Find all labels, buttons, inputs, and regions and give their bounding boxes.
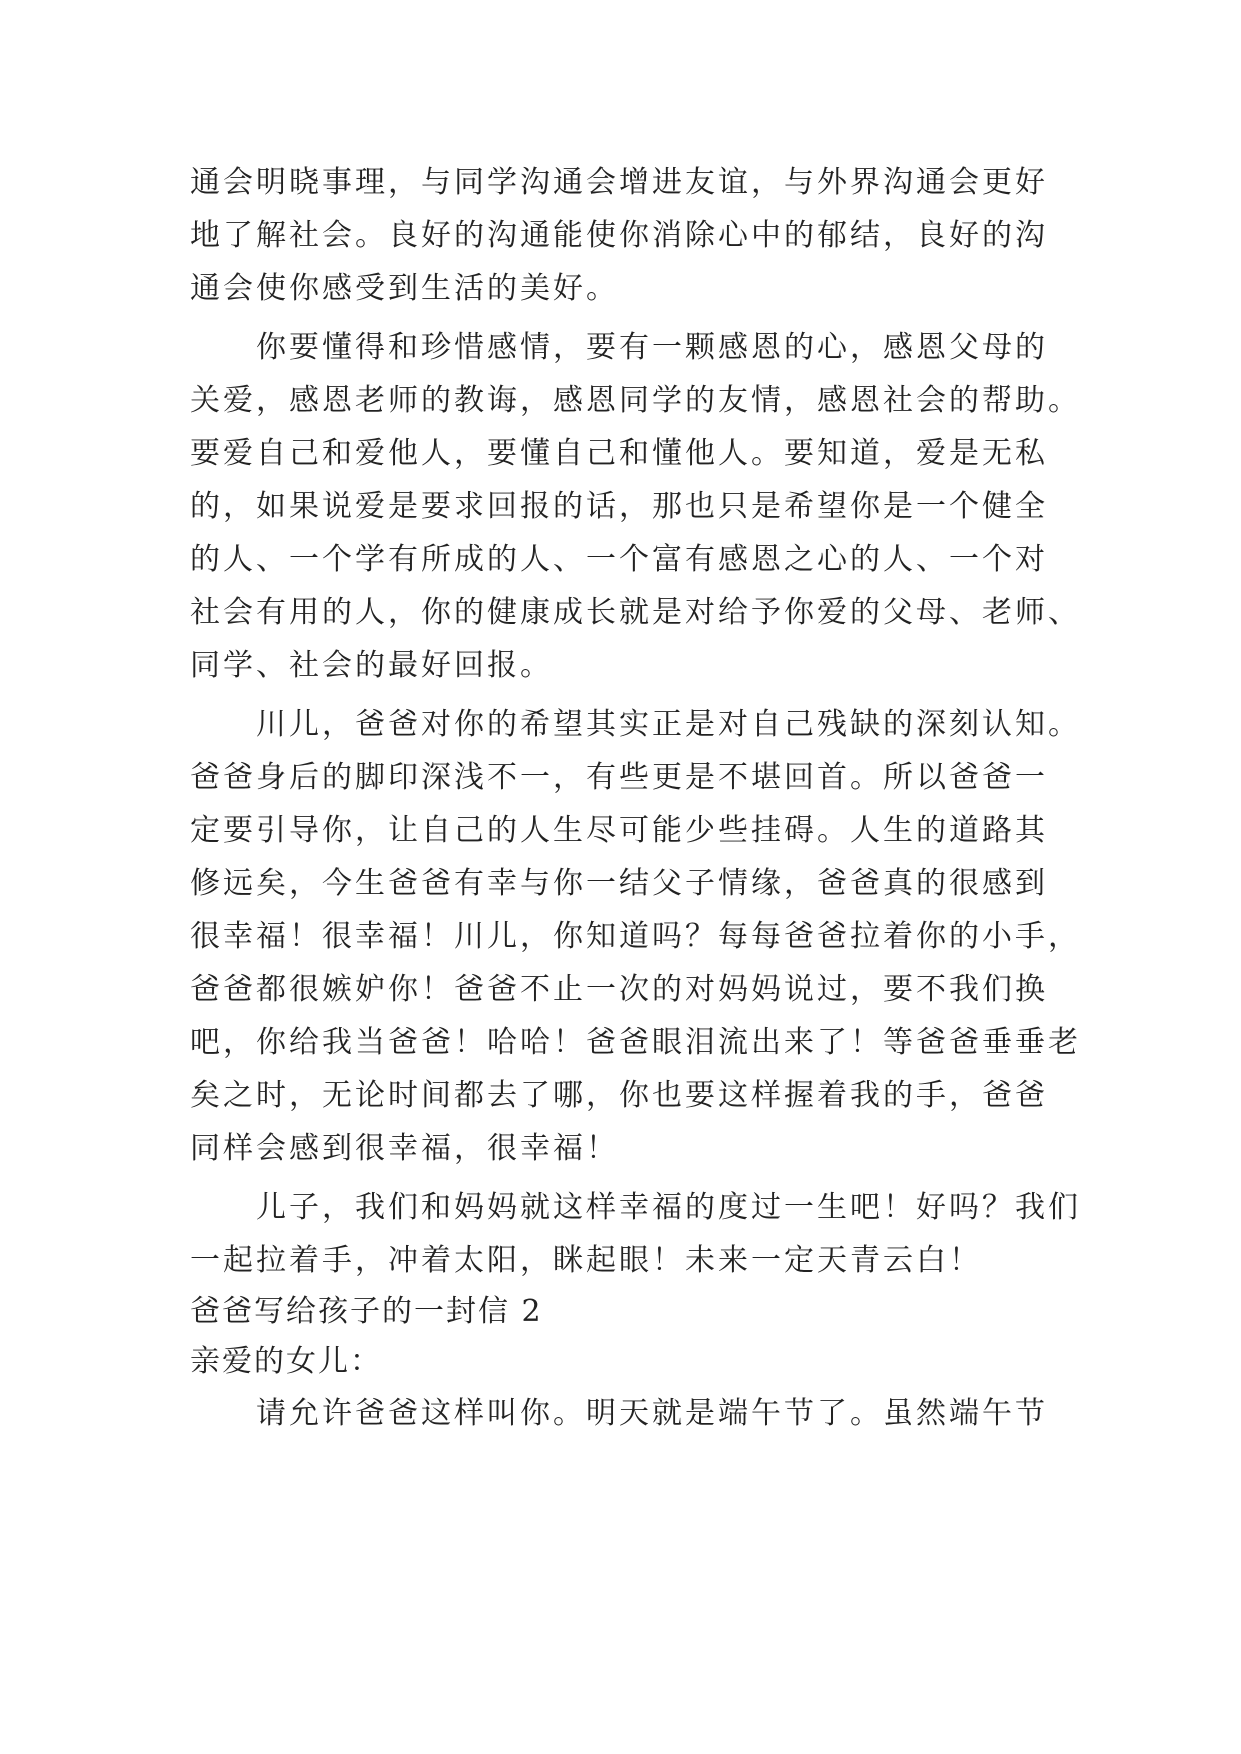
- text-line: 的，如果说爱是要求回报的话，那也只是希望你是一个健全: [190, 489, 1048, 524]
- salutation: 亲爱的女儿：: [190, 1344, 382, 1379]
- text-line: 的人、一个学有所成的人、一个富有感恩之心的人、一个对: [190, 542, 1048, 577]
- section-title: 爸爸写给孩子的一封信 2: [190, 1294, 543, 1329]
- text-line: 儿子，我们和妈妈就这样幸福的度过一生吧！好吗？我们: [190, 1190, 1081, 1225]
- text-line: 爸爸身后的脚印深浅不一，有些更是不堪回首。所以爸爸一: [190, 760, 1048, 795]
- text-line: 通会使你感受到生活的美好。: [190, 271, 619, 306]
- text-line: 川儿，爸爸对你的希望其实正是对自己残缺的深刻认知。: [190, 707, 1081, 742]
- text-line: 修远矣，今生爸爸有幸与你一结父子情缘，爸爸真的很感到: [190, 866, 1048, 901]
- text-line: 一起拉着手，冲着太阳，眯起眼！未来一定天青云白！: [190, 1243, 982, 1278]
- text-line: 社会有用的人，你的健康成长就是对给予你爱的父母、老师、: [190, 595, 1081, 630]
- text-line: 矣之时，无论时间都去了哪，你也要这样握着我的手，爸爸: [190, 1078, 1048, 1113]
- paragraph-communication: [190, 156, 1070, 315]
- text-line: 要爱自己和爱他人，要懂自己和懂他人。要知道，爱是无私: [190, 436, 1048, 471]
- text-line: 请允许爸爸这样叫你。明天就是端午节了。虽然端午节: [190, 1396, 1048, 1431]
- text-line: 爸爸都很嫉妒你！爸爸不止一次的对妈妈说过，要不我们换: [190, 972, 1048, 1007]
- text-line: 通会明晓事理，与同学沟通会增进友谊，与外界沟通会更好: [190, 165, 1048, 200]
- letter-body: [190, 156, 1081, 1440]
- text-line: 关爱，感恩老师的教诲，感恩同学的友情，感恩社会的帮助。: [190, 383, 1081, 418]
- text-line: 地了解社会。良好的沟通能使你消除心中的郁结，良好的沟: [190, 218, 1048, 253]
- paragraph-letter-2-opening: [190, 1387, 1070, 1440]
- text-line: 很幸福！很幸福！川儿，你知道吗？每每爸爸拉着你的小手，: [190, 919, 1081, 954]
- paragraph-gratitude: [190, 321, 1081, 692]
- text-line: 吧，你给我当爸爸！哈哈！爸爸眼泪流出来了！等爸爸垂垂老: [190, 1025, 1081, 1060]
- text-line: 同学、社会的最好回报。: [190, 648, 553, 683]
- text-line: 同样会感到很幸福，很幸福！: [190, 1131, 619, 1166]
- text-line: 定要引导你，让自己的人生尽可能少些挂碍。人生的道路其: [190, 813, 1048, 848]
- paragraph-chuaner: [190, 698, 1081, 1175]
- paragraph-closing: [190, 1181, 1081, 1287]
- text-line: 你要懂得和珍惜感情，要有一颗感恩的心，感恩父母的: [190, 330, 1048, 365]
